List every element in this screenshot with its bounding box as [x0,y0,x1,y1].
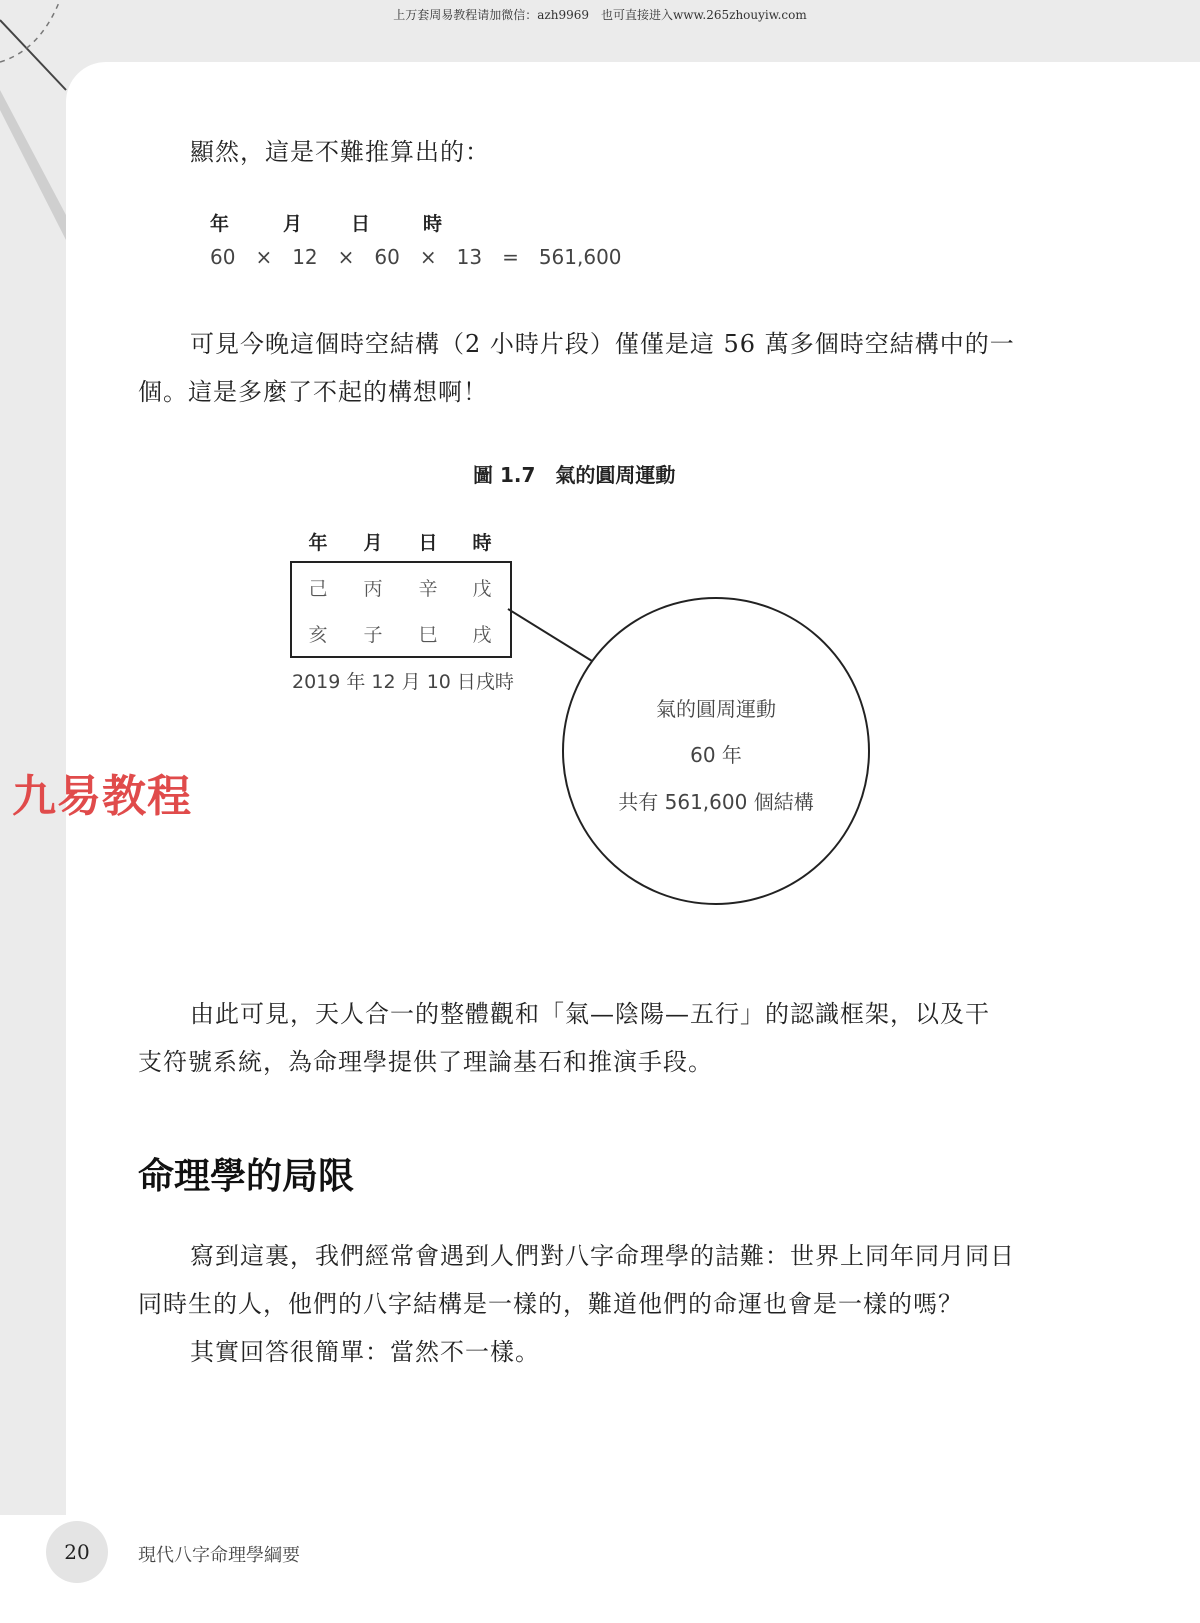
circle-label-years: 60 年 [690,743,742,767]
pillar-header-year: 年 [308,532,328,554]
book-title: 現代八字命理學綱要 [138,1545,300,1566]
page-number: 20 [64,1540,90,1564]
stem-day: 辛 [418,578,438,600]
formula-header-day: 日 [351,213,371,235]
formula-header-month: 月 [283,213,303,235]
circle-label-title: 氣的圓周運動 [656,697,776,721]
paragraph-framework-line1: 由此可見，天人合一的整體觀和「氣—陰陽—五行」的認識框架，以及干 [190,1000,990,1028]
circle-label-count: 共有 561,600 個結構 [618,790,814,814]
branch-month: 子 [363,624,383,646]
stem-year: 己 [308,578,328,600]
branch-day: 巳 [418,624,438,646]
connector-line [508,609,592,661]
watermark-logo: 九易教程 [12,771,192,822]
formula-header-year: 年 [210,213,230,235]
pillar-header-month: 月 [363,532,383,554]
date-caption: 2019 年 12 月 10 日戌時 [292,671,514,693]
pillar-header-hour: 時 [472,532,492,554]
stem-month: 丙 [363,578,383,600]
branch-hour: 戌 [472,624,492,646]
formula-equation: 60 × 12 × 60 × 13 = 561,600 [210,245,622,269]
top-promo-note: 上万套周易教程请加微信：azh9969 也可直接进入www.265zhouyiw.com [393,8,807,22]
paragraph-limits-line2: 同時生的人，他們的八字結構是一樣的，難道他們的命運也會是一樣的嗎？ [138,1290,963,1318]
section-heading: 命理學的局限 [138,1155,355,1197]
figure-title: 圖 1.7 氣的圓周運動 [473,463,676,487]
paragraph-intro: 顯然，這是不難推算出的： [190,138,490,166]
branch-year: 亥 [308,624,328,646]
paragraph-structure-line1: 可見今晚這個時空結構（2 小時片段）僅僅是這 56 萬多個時空結構中的一 [190,330,1015,358]
paragraph-framework-line2: 支符號系統，為命理學提供了理論基石和推演手段。 [138,1048,713,1076]
stem-hour: 戊 [472,578,492,600]
paragraph-limits-line3: 其實回答很簡單：當然不一樣。 [190,1338,540,1366]
paragraph-structure-line2: 個。這是多麼了不起的構想啊！ [138,378,488,406]
paragraph-limits-line1: 寫到這裏，我們經常會遇到人們對八字命理學的詰難：世界上同年同月同日 [190,1242,1015,1270]
formula-header-hour: 時 [423,213,443,235]
pillar-header-day: 日 [418,532,438,554]
